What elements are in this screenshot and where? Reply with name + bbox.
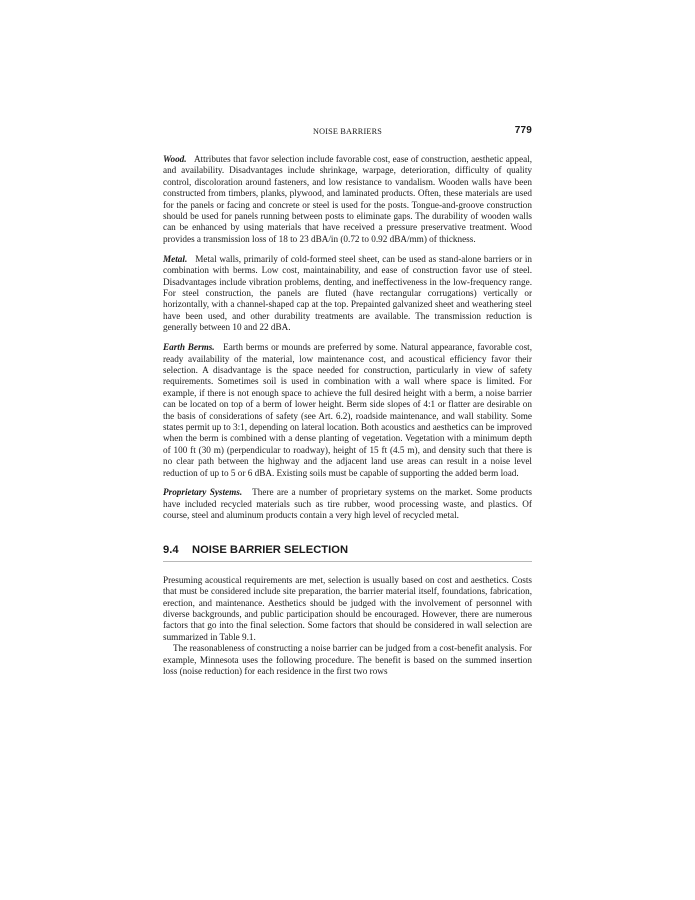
section-paragraph-1: Presuming acoustical requirements are met, selection is usually based on cost and aesthetics. Costs that must be considered include site preparation, the barrier material itself, foundations, fabrication, erection, and maintenance. Aesthetics should be judged with the involvement of personnel with diverse backgrounds, and public participation should be encouraged. However, there are numerous factors that go into the final selection. Some factors that should be considered in wall selection are summarized in Table 9.1. bbox=[163, 574, 532, 642]
paragraph-earth-berms-text: Earth berms or mounds are preferred by some. Natural appearance, favorable cost, ready availability of the material, low maintenance cost, and acoustical efficiency favor their selection. A disadvantage is the space needed for construction, particularly in view of safety requirements. Sometimes soil is used in combination with a wall where space is limited. For example, if there is not enough space to achieve the full desired height with a berm, a noise barrier can be located on top of a berm of lower height. Berm side slopes of 4:1 or flatter are desirable on the basis of considerations of safety (see Art. 6.2), roadside maintenance, and wall stability. Some states permit up to 3:1, depending on lateral location. Both acoustics and aesthetics can be improved when the berm is combined with a dense planting of vegetation. Vegetation with a minimum depth of 100 ft (30 m) (perpendicular to roadway), height of 15 ft (4.5 m), and density such that there is no clear path between the highway and the adjacent land use areas can result in a noise level reduction of up to 5 or 6 dBA. Existing soils must be capable of supporting the added berm load. bbox=[163, 342, 533, 478]
runin-heading-earth-berms: Earth Berms. bbox=[163, 342, 215, 353]
section-paragraph-2: The reasonableness of constructing a noise barrier can be judged from a cost-benefit analysis. For example, Minnesota uses the following procedure. The benefit is based on the summed insertion loss (noise reduction) for each residence in the first two rows bbox=[163, 643, 532, 676]
running-header-title: NOISE BARRIERS bbox=[313, 127, 382, 136]
paragraph-metal-text: Metal walls, primarily of cold-formed steel sheet, can be used as stand-alone barriers or in combination with berms. Low cost, maintainability, and ease of construction favor use of steel. Disadvantages include vibration problems, denting, and ineffectiveness in the low-frequency range. For steel construction, the panels are fluted (have rectangular corrugations) vertically or horizontally, with a channel-shaped cap at the top. Prepainted galvanized sheet and weathering steel have been used, and other durability treatments are available. The transmission reduction is generally between 10 and 22 dBA. bbox=[163, 253, 533, 333]
runin-heading-wood: Wood. bbox=[163, 154, 187, 164]
section-heading bbox=[163, 544, 532, 562]
paragraph-metal bbox=[163, 254, 532, 334]
paragraph-proprietary-systems-text: There are a number of proprietary systems on the market. Some products have included recycled materials such as tire rubber, wood processing waste, and plastics. Of course, steel and aluminum products contain a very high level of recycled metal. bbox=[163, 487, 532, 521]
book-page bbox=[163, 124, 532, 677]
paragraph-wood-text: Attributes that favor selection include favorable cost, ease of construction, aesthetic appeal, and availability. Disadvantages include shrinkage, warpage, deterioration, difficulty of quality control, discoloration around fasteners, and low resistance to vandalism. Wooden walls have been constructed from timbers, planks, plywood, and laminated products. Often, these materials are used for the panels or facing and concrete or steel is used for the posts. Tongue-and-groove construction should be used for panels running between posts to eliminate gaps. The durability of wooden walls can be enhanced by using materials that have received a pressure preservative treatment. Wood provides a transmission loss of 18 to 23 dBA/in (0.72 to 0.92 dBA/mm) of thickness. bbox=[163, 154, 532, 244]
page-number: 779 bbox=[514, 125, 532, 136]
section-title: NOISE BARRIER SELECTION bbox=[192, 543, 349, 556]
paragraph-wood bbox=[163, 154, 532, 245]
runin-heading-metal: Metal. bbox=[163, 253, 188, 264]
runin-heading-proprietary-systems: Proprietary Systems. bbox=[163, 487, 243, 498]
section-number: 9.4 bbox=[163, 543, 179, 556]
running-header bbox=[163, 124, 532, 140]
paragraph-earth-berms bbox=[163, 342, 532, 479]
paragraph-proprietary-systems bbox=[163, 487, 532, 521]
